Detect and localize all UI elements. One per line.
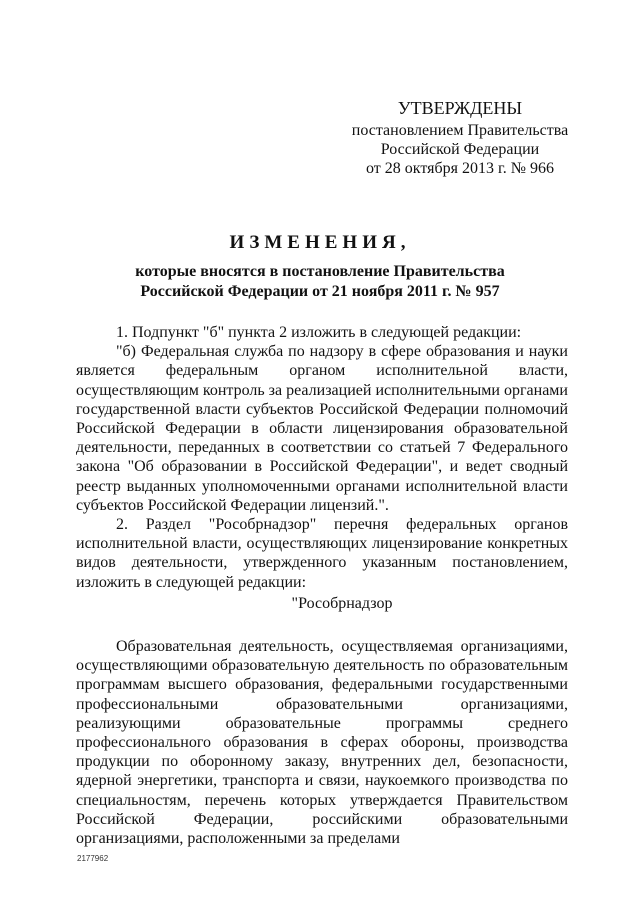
document-body: [76, 323, 568, 848]
approval-heading: УТВЕРЖДЕНЫ: [397, 98, 523, 118]
paragraph-1: 1. Подпункт "б" пункта 2 изложить в следующей редакции:: [116, 324, 522, 341]
subtitle-line-2: Российской Федерации от 21 ноября 2011 г. № 957: [140, 283, 500, 300]
document-number: 2177962: [77, 854, 109, 863]
document-subtitle: [75, 262, 565, 302]
approval-line-date: от 28 октября 2013 г. № 966: [365, 160, 554, 177]
subtitle-line-1: которые вносятся в постановление Правительства: [135, 263, 505, 280]
paragraph-3: 2. Раздел "Рособрнадзор" перечня федеральных органов исполнительной власти, осуществляющих лицензирование конкретных видов деятельности, утвержденного указанным постановлением, изложить в следующей редакции:: [76, 516, 568, 591]
section-heading: "Рособрнадзор: [291, 594, 393, 612]
paragraph-4: Образовательная деятельность, осуществляемая организациями, осуществляющими образовательную деятельность по образовательным программам высшего образования, федеральными государственными профессиональными образовательными организациями, реализующими образовательные программы среднего профессионального образования в сферах обороны, производства продукции по оборонному заказу, внутренних дел, безопасности, ядерной энергетики, транспорта и связи, наукоемкого производства по специальностям, перечень которых утверждается Правительством Российской Федерации, российскими образовательными организациями, расположенными за пределами: [76, 638, 568, 848]
paragraph-2: "б) Федеральная служба по надзору в сфере образования и науки является федеральным органом исполнительной власти, осуществляющим контроль за реализацией исполнительными органами государственной власти субъектов Российской Федерации полномочий Российской Федерации в области лицензирования образовательной деятельности, переданных в соответствии со статьей 7 Федерального закона "Об образовании в Российской Федерации", и ведет сводный реестр выданных уполномоченными органами исполнительной власти субъектов Российской Федерации лицензий.".: [76, 343, 568, 514]
approval-line-decree: постановлением Правительства: [351, 122, 569, 139]
document-title: ИЗМЕНЕНИЯ,: [229, 232, 411, 253]
approval-stamp: [330, 97, 590, 178]
approval-line-federation: Российской Федерации: [380, 141, 540, 158]
